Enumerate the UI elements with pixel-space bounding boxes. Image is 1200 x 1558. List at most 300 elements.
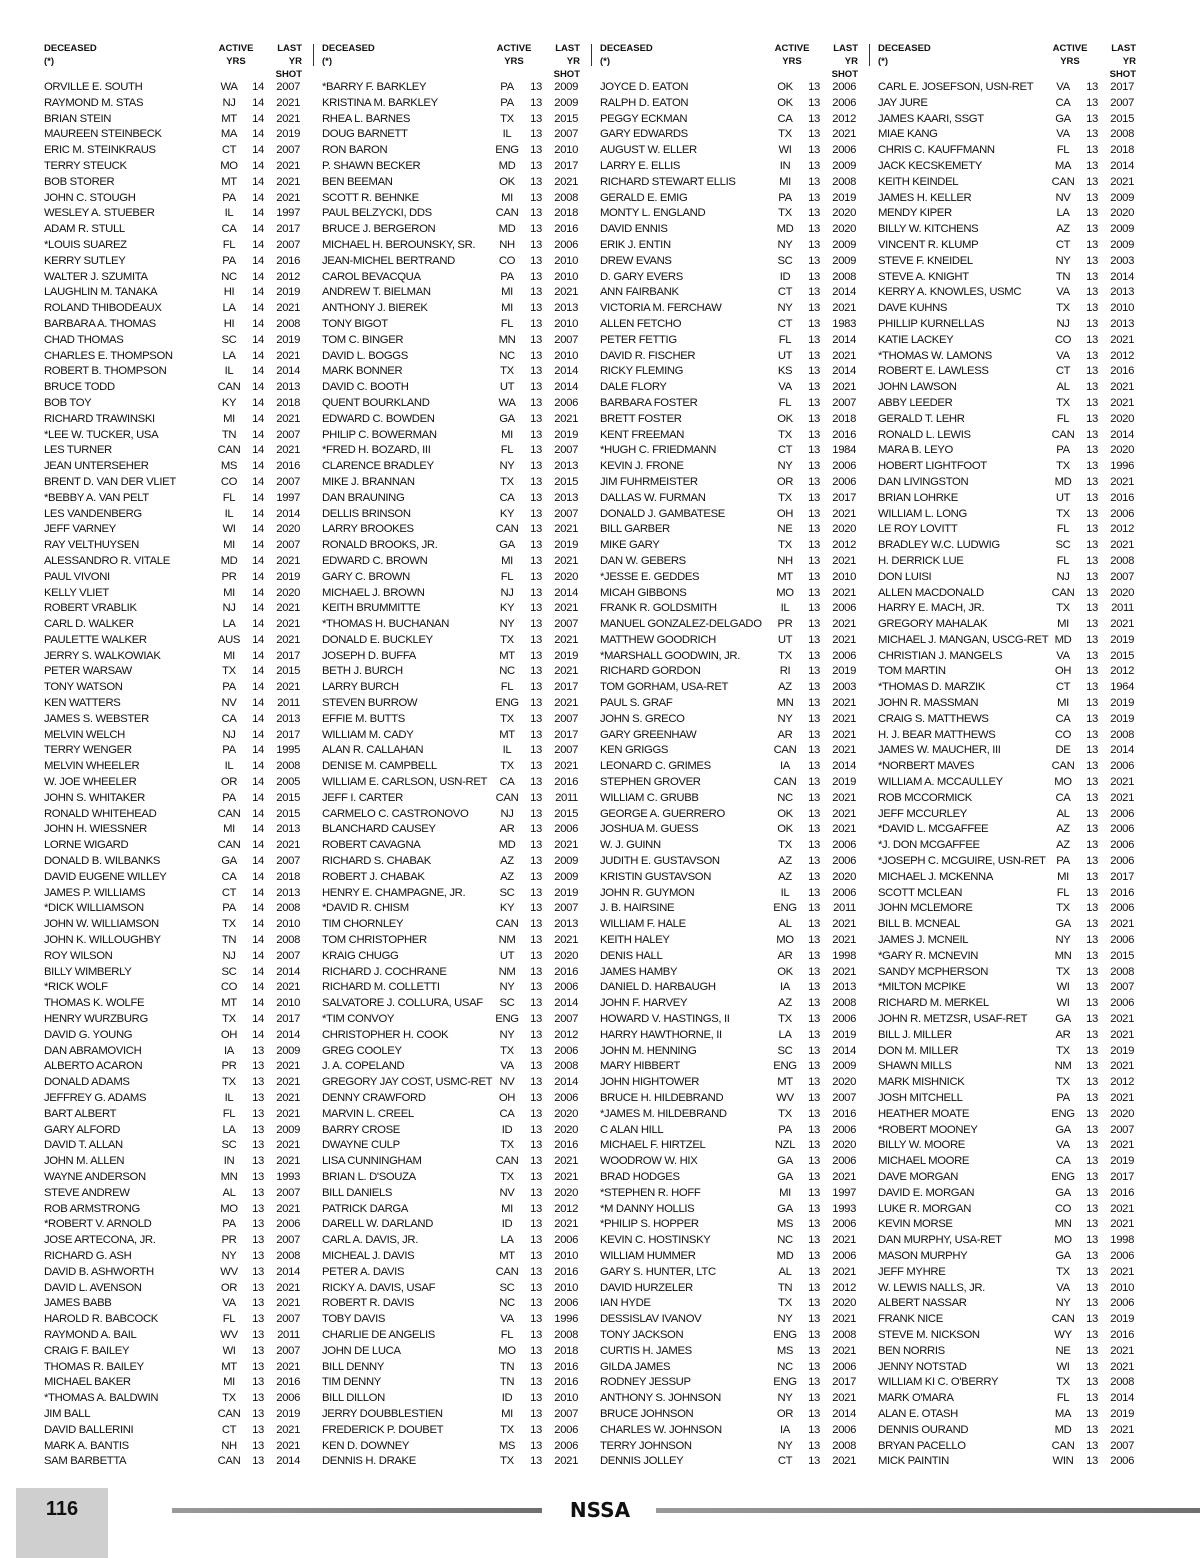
member-name: LORNE WIGARD — [44, 839, 129, 852]
member-state: TX — [778, 491, 792, 504]
active-years: 13 — [530, 207, 542, 220]
table-row — [44, 980, 302, 996]
member-state: TX — [1056, 507, 1070, 520]
last-year-shot: 2007 — [276, 539, 300, 552]
active-years: 13 — [808, 760, 820, 773]
last-year-shot: 2015 — [1110, 649, 1134, 662]
header-deceased: DECEASED (*) — [600, 43, 653, 67]
member-name: GERALD T. LEHR — [878, 412, 965, 425]
last-year-shot: 2013 — [276, 886, 300, 899]
table-row — [600, 743, 858, 759]
member-state: PA — [778, 191, 792, 204]
last-year-shot: 2021 — [554, 839, 578, 852]
active-years: 13 — [1086, 1439, 1098, 1452]
member-state: AL — [1056, 807, 1070, 820]
active-years: 13 — [808, 744, 820, 757]
member-name: GEORGE A. GUERRERO — [600, 807, 725, 820]
header-active: ACTIVE YRS — [496, 43, 532, 67]
member-state: LA — [222, 1123, 236, 1136]
last-year-shot: 2008 — [832, 1328, 856, 1341]
table-row — [44, 1154, 302, 1170]
active-years: 13 — [252, 1423, 264, 1436]
member-state: NC — [777, 1234, 793, 1247]
table-row — [322, 949, 580, 965]
table-row — [600, 443, 858, 459]
active-years: 14 — [252, 428, 264, 441]
table-row — [322, 1202, 580, 1218]
last-year-shot: 2007 — [276, 475, 300, 488]
member-name: LUKE R. MORGAN — [878, 1202, 972, 1215]
member-state: TN — [777, 1281, 793, 1294]
member-name: CHAD THOMAS — [44, 333, 124, 346]
member-name: BARBARA FOSTER — [600, 396, 698, 409]
active-years: 13 — [530, 1139, 542, 1152]
member-state: NC — [499, 665, 515, 678]
active-years: 14 — [252, 902, 264, 915]
table-row — [878, 159, 1140, 175]
member-state: NY — [499, 981, 515, 994]
active-years: 13 — [530, 128, 542, 141]
last-year-shot: 2006 — [554, 1439, 578, 1452]
table-row — [44, 822, 302, 838]
table-row — [322, 206, 580, 222]
member-name: DONALD B. WILBANKS — [44, 855, 161, 868]
last-year-shot: 2017 — [1110, 1170, 1134, 1183]
member-state: CAN — [1051, 175, 1075, 188]
table-row — [322, 1123, 580, 1139]
active-years: 13 — [1086, 507, 1098, 520]
last-year-shot: 2016 — [1110, 1328, 1134, 1341]
table-row — [600, 1407, 858, 1423]
member-name: GARY S. HUNTER, LTC — [600, 1265, 716, 1278]
table-row — [878, 917, 1140, 933]
member-state: LA — [222, 302, 236, 315]
last-year-shot: 2021 — [276, 1423, 300, 1436]
last-year-shot: 2021 — [832, 554, 856, 567]
active-years: 13 — [808, 1344, 820, 1357]
member-name: JOHN R. METZSR, USAF-RET — [878, 1013, 1028, 1026]
table-row — [878, 1138, 1140, 1154]
last-year-shot: 2006 — [1110, 507, 1134, 520]
member-name: *MILTON MCPIKE — [878, 981, 966, 994]
last-year-shot: 2021 — [832, 807, 856, 820]
member-state: MO — [776, 586, 794, 599]
last-year-shot: 2021 — [832, 1455, 856, 1468]
member-name: MARK O'MARA — [878, 1392, 954, 1405]
table-row — [878, 743, 1140, 759]
table-row — [878, 696, 1140, 712]
last-year-shot: 2021 — [276, 1297, 300, 1310]
table-row — [44, 396, 302, 412]
member-name: *THOMAS H. BUCHANAN — [322, 618, 450, 631]
last-year-shot: 2015 — [554, 112, 578, 125]
last-year-shot: 2019 — [276, 570, 300, 583]
table-row — [322, 428, 580, 444]
member-name: DAVID C. BOOTH — [322, 381, 409, 394]
member-name: JOHN S. GRECO — [600, 712, 685, 725]
active-years: 13 — [530, 997, 542, 1010]
last-year-shot: 2014 — [832, 286, 856, 299]
member-state: CA — [499, 776, 515, 789]
table-row — [878, 412, 1140, 428]
table-row — [878, 1265, 1140, 1281]
last-year-shot: 2016 — [276, 254, 300, 267]
last-year-shot: 2007 — [554, 1407, 578, 1420]
last-year-shot: 2007 — [276, 238, 300, 251]
last-year-shot: 2007 — [276, 1234, 300, 1247]
member-state: IL — [224, 1092, 234, 1104]
member-state: GA — [1055, 112, 1071, 125]
active-years: 13 — [1086, 1076, 1098, 1089]
member-state: FL — [1056, 412, 1070, 425]
last-year-shot: 2006 — [1110, 1249, 1134, 1262]
last-year-shot: 2005 — [276, 776, 300, 789]
last-year-shot: 2021 — [276, 681, 300, 694]
table-row — [878, 191, 1140, 207]
table-row — [44, 159, 302, 175]
last-year-shot: 1996 — [1110, 460, 1134, 473]
active-years: 14 — [252, 159, 264, 172]
last-year-shot: 2011 — [555, 791, 578, 804]
active-years: 13 — [1086, 1360, 1098, 1373]
active-years: 13 — [808, 238, 820, 251]
last-year-shot: 2020 — [554, 570, 578, 583]
table-row — [322, 1328, 580, 1344]
member-name: JOHN H. WIESSNER — [44, 823, 147, 836]
member-name: TONY BIGOT — [322, 317, 388, 330]
last-year-shot: 2010 — [554, 1249, 578, 1262]
active-years: 13 — [530, 1044, 542, 1057]
table-row — [878, 443, 1140, 459]
member-state: MS — [220, 460, 238, 473]
member-name: MARA B. LEYO — [878, 444, 953, 457]
member-state: TX — [500, 1139, 514, 1152]
active-years: 13 — [530, 839, 542, 852]
member-state: LA — [222, 349, 236, 362]
member-name: KRISTINA M. BARKLEY — [322, 96, 438, 109]
last-year-shot: 2006 — [554, 238, 578, 251]
table-row — [600, 759, 858, 775]
table-row — [600, 870, 858, 886]
member-state: UT — [499, 949, 515, 962]
active-years: 13 — [530, 618, 542, 631]
active-years: 13 — [808, 191, 820, 204]
member-state: CA — [499, 1107, 515, 1120]
member-name: RAYMOND A. BAIL — [44, 1328, 137, 1341]
member-name: TOM MARTIN — [878, 665, 946, 678]
member-name: JAMES HAMBY — [600, 965, 678, 978]
last-year-shot: 2018 — [554, 1344, 578, 1357]
member-name: MARVIN L. CREEL — [322, 1107, 414, 1120]
member-name: WALTER J. SZUMITA — [44, 270, 148, 283]
member-state: ID — [501, 1392, 513, 1405]
table-row — [322, 1107, 580, 1123]
active-years: 13 — [530, 1297, 542, 1310]
member-name: JOHN W. WILLIAMSON — [44, 918, 159, 931]
member-name: CURTIS H. JAMES — [600, 1344, 692, 1357]
member-name: LEONARD C. GRIMES — [600, 760, 711, 773]
table-row — [600, 1360, 858, 1376]
member-name: DAVID L. AVENSON — [44, 1281, 142, 1294]
active-years: 13 — [530, 918, 542, 931]
table-row — [600, 1391, 858, 1407]
member-state: MI — [779, 1186, 791, 1199]
active-years: 14 — [252, 396, 264, 409]
table-row — [44, 1312, 302, 1328]
last-year-shot: 2020 — [276, 523, 300, 536]
member-name: BARBARA A. THOMAS — [44, 317, 156, 330]
active-years: 13 — [808, 1328, 820, 1341]
member-name: *DICK WILLIAMSON — [44, 902, 144, 915]
table-row — [600, 380, 858, 396]
last-year-shot: 2021 — [832, 918, 856, 931]
last-year-shot: 2009 — [554, 81, 578, 93]
active-years: 14 — [252, 633, 264, 646]
member-name: PAUL BELZYCKI, DDS — [322, 207, 432, 220]
table-row — [600, 601, 858, 617]
table-row — [600, 1265, 858, 1281]
active-years: 13 — [1086, 333, 1098, 346]
last-year-shot: 2006 — [1110, 902, 1134, 915]
member-state: TX — [1056, 460, 1070, 473]
table-row — [322, 1423, 580, 1439]
last-year-shot: 2021 — [832, 791, 856, 804]
member-state: VA — [1056, 81, 1070, 93]
member-name: STEPHEN GROVER — [600, 776, 701, 789]
table-row — [878, 1281, 1140, 1297]
active-years: 13 — [1086, 1249, 1098, 1262]
table-row — [600, 349, 858, 365]
table-row — [600, 586, 858, 602]
active-years: 13 — [530, 349, 542, 362]
member-name: ERIC M. STEINKRAUS — [44, 144, 156, 157]
active-years: 13 — [530, 697, 542, 710]
member-name: TOM CHRISTOPHER — [322, 934, 427, 947]
last-year-shot: 2019 — [1110, 633, 1134, 646]
member-name: ROBERT E. LAWLESS — [878, 365, 989, 378]
member-name: MICHAEL F. HIRTZEL — [600, 1139, 706, 1152]
table-row — [322, 586, 580, 602]
table-row — [600, 838, 858, 854]
member-name: TOM GORHAM, USA-RET — [600, 681, 729, 694]
member-name: JACK KECSKEMETY — [878, 159, 982, 172]
member-name: SCOTT MCLEAN — [878, 886, 963, 899]
member-name: JAMES H. KELLER — [878, 191, 972, 204]
member-state: AL — [778, 918, 792, 931]
last-year-shot: 2021 — [1110, 1265, 1134, 1278]
table-row — [878, 633, 1140, 649]
member-name: BART ALBERT — [44, 1107, 117, 1120]
member-state: TX — [500, 365, 514, 378]
member-state: WI — [778, 144, 792, 157]
member-name: *LOUIS SUAREZ — [44, 238, 127, 251]
active-years: 14 — [252, 665, 264, 678]
table-row — [44, 1123, 302, 1139]
table-row — [322, 538, 580, 554]
last-year-shot: 2017 — [1110, 870, 1134, 883]
active-years: 13 — [530, 981, 542, 994]
member-state: PA — [1056, 444, 1070, 457]
active-years: 13 — [530, 1155, 542, 1168]
table-row — [878, 554, 1140, 570]
last-year-shot: 2014 — [1110, 1392, 1134, 1405]
table-row — [600, 965, 858, 981]
member-state: KS — [777, 365, 793, 378]
member-name: JOHN K. WILLOUGHBY — [44, 934, 161, 947]
table-row — [44, 838, 302, 854]
table-row — [322, 333, 580, 349]
member-name: FREDERICK P. DOUBET — [322, 1423, 444, 1436]
member-name: PHILIP C. BOWERMAN — [322, 428, 437, 441]
footer-brand: NSSA — [569, 1498, 631, 1522]
active-years: 13 — [252, 1202, 264, 1215]
member-state: SC — [221, 1139, 237, 1152]
member-state: TX — [1056, 1076, 1070, 1089]
active-years: 13 — [1086, 207, 1098, 220]
member-state: CAN — [217, 839, 241, 852]
table-row — [600, 1107, 858, 1123]
table-row — [44, 775, 302, 791]
table-row — [322, 191, 580, 207]
last-year-shot: 2021 — [1110, 1202, 1134, 1215]
active-years: 13 — [1086, 144, 1098, 157]
member-state: NM — [1054, 1060, 1072, 1073]
table-row — [600, 696, 858, 712]
active-years: 14 — [252, 886, 264, 899]
active-years: 13 — [530, 554, 542, 567]
table-row — [322, 870, 580, 886]
active-years: 14 — [252, 728, 264, 741]
active-years: 13 — [1086, 649, 1098, 662]
active-years: 13 — [530, 286, 542, 299]
member-name: JIM BALL — [44, 1407, 91, 1420]
table-row — [878, 712, 1140, 728]
last-year-shot: 2016 — [554, 1139, 578, 1152]
table-row — [44, 317, 302, 333]
active-years: 13 — [1086, 1265, 1098, 1278]
table-row — [44, 364, 302, 380]
member-name: IAN HYDE — [600, 1297, 651, 1310]
member-state: MO — [776, 934, 794, 947]
table-row — [878, 1296, 1140, 1312]
active-years: 13 — [530, 965, 542, 978]
last-year-shot: 2007 — [832, 396, 856, 409]
member-state: CA — [1055, 1155, 1071, 1168]
column-divider — [313, 44, 314, 66]
member-state: CO — [220, 981, 238, 994]
active-years: 13 — [530, 333, 542, 346]
active-years: 13 — [808, 712, 820, 725]
table-row — [44, 586, 302, 602]
last-year-shot: 2007 — [1110, 570, 1134, 583]
member-name: CARL E. JOSEFSON, USN-RET — [878, 81, 1034, 93]
last-year-shot: 2021 — [554, 1155, 578, 1168]
table-row — [878, 522, 1140, 538]
table-row — [878, 538, 1140, 554]
last-year-shot: 2019 — [554, 649, 578, 662]
active-years: 14 — [252, 791, 264, 804]
active-years: 13 — [530, 302, 542, 315]
table-row — [44, 254, 302, 270]
member-name: DENNIS OURAND — [878, 1423, 969, 1436]
last-year-shot: 2014 — [1110, 428, 1134, 441]
last-year-shot: 2016 — [1110, 886, 1134, 899]
member-state: MI — [223, 1376, 235, 1389]
active-years: 13 — [530, 81, 542, 93]
member-state: SC — [499, 886, 515, 899]
member-state: MA — [1054, 1407, 1072, 1420]
member-name: MICAH GIBBONS — [600, 586, 687, 599]
active-years: 14 — [252, 807, 264, 820]
table-row — [600, 728, 858, 744]
member-state: FL — [500, 1328, 514, 1341]
member-name: LES TURNER — [44, 444, 112, 457]
last-year-shot: 2021 — [276, 1076, 300, 1089]
member-state: TX — [1056, 302, 1070, 315]
last-year-shot: 2018 — [832, 412, 856, 425]
member-state: ENG — [773, 902, 797, 915]
member-name: WILLIAM HUMMER — [600, 1249, 696, 1262]
active-years: 13 — [530, 444, 542, 457]
active-years: 13 — [808, 1281, 820, 1294]
member-name: MENDY KIPER — [878, 207, 952, 220]
member-name: QUENT BOURKLAND — [322, 396, 430, 409]
active-years: 13 — [530, 254, 542, 267]
last-year-shot: 1995 — [276, 744, 300, 757]
table-row — [322, 617, 580, 633]
active-years: 14 — [252, 539, 264, 552]
column-2 — [322, 40, 580, 1470]
active-years: 13 — [808, 697, 820, 710]
member-state: NH — [777, 554, 793, 567]
member-name: TERRY WENGER — [44, 744, 132, 757]
member-state: MD — [776, 223, 794, 236]
last-year-shot: 2021 — [276, 159, 300, 172]
last-year-shot: 2007 — [832, 1092, 856, 1104]
member-state: NY — [777, 1439, 793, 1452]
table-row — [44, 1233, 302, 1249]
active-years: 13 — [252, 1407, 264, 1420]
member-name: ALLEN MACDONALD — [878, 586, 984, 599]
member-name: VICTORIA M. FERCHAW — [600, 302, 722, 315]
member-name: STEVE A. KNIGHT — [878, 270, 969, 283]
last-year-shot: 2021 — [554, 523, 578, 536]
member-state: VA — [1056, 1281, 1070, 1294]
active-years: 13 — [1086, 791, 1098, 804]
member-state: RI — [779, 665, 791, 678]
table-row — [322, 159, 580, 175]
table-row — [600, 254, 858, 270]
member-name: DONALD ADAMS — [44, 1076, 130, 1089]
member-name: *RICK WOLF — [44, 981, 108, 994]
last-year-shot: 2019 — [276, 128, 300, 141]
member-name: BRADLEY W.C. LUDWIG — [878, 539, 1000, 552]
active-years: 13 — [1086, 1092, 1098, 1104]
table-row — [878, 270, 1140, 286]
member-name: HARRY E. MACH, JR. — [878, 602, 985, 615]
table-row — [322, 554, 580, 570]
active-years: 13 — [808, 491, 820, 504]
last-year-shot: 2010 — [554, 317, 578, 330]
member-name: MICHAEL H. BEROUNSKY, SR. — [322, 238, 476, 251]
active-years: 13 — [530, 1423, 542, 1436]
member-state: AZ — [1056, 823, 1070, 836]
member-state: TX — [778, 539, 792, 552]
member-name: CARL A. DAVIS, JR. — [322, 1234, 419, 1247]
member-name: *TIM CONVOY — [322, 1013, 395, 1026]
member-state: AL — [778, 1265, 792, 1278]
last-year-shot: 2007 — [554, 333, 578, 346]
